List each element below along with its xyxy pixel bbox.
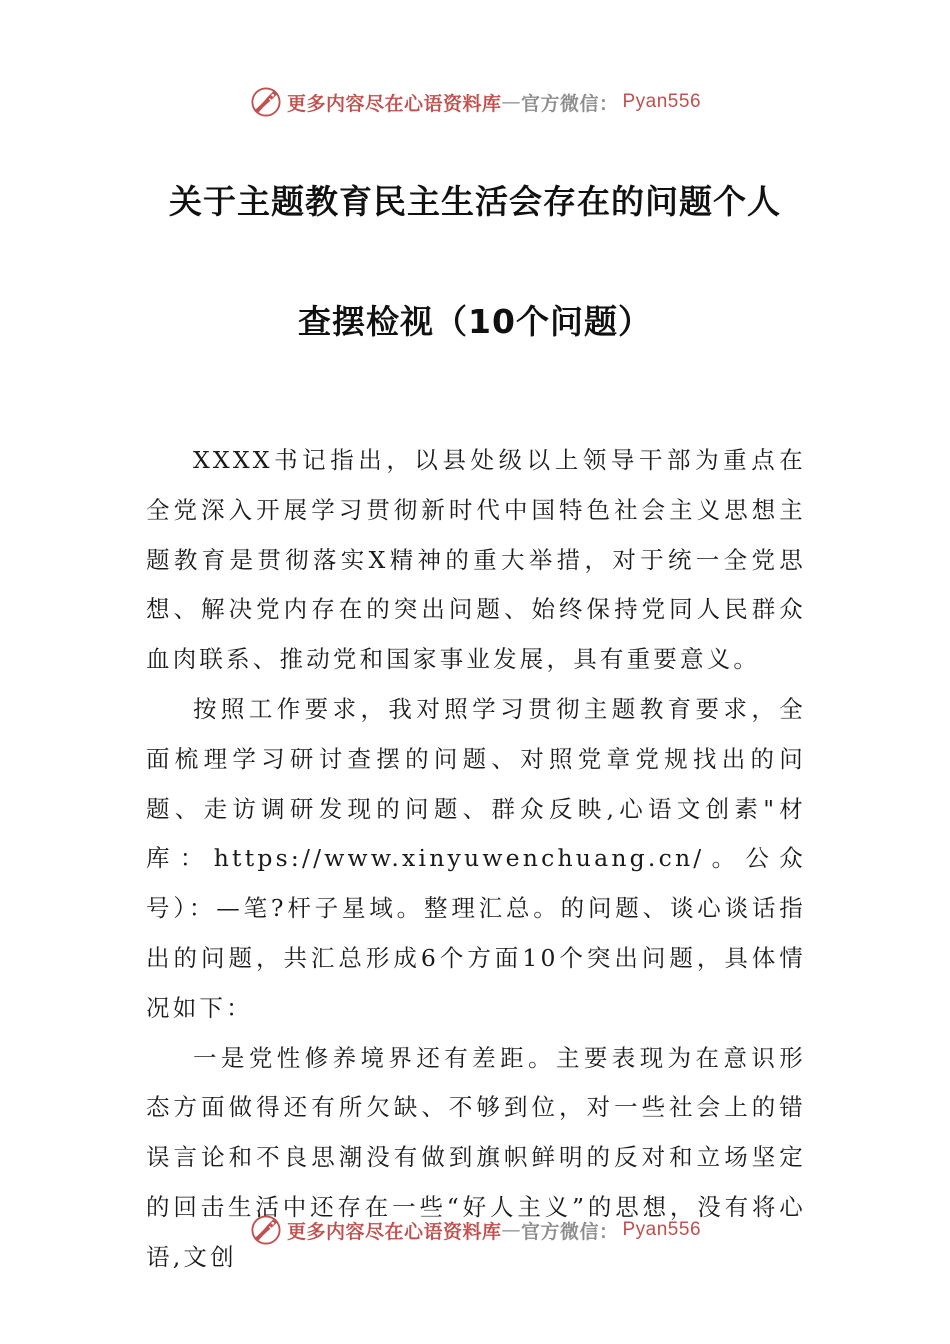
watermark-separator: —: [501, 91, 521, 113]
document-title-line-1: 关于主题教育民主生活会存在的问题个人: [169, 182, 781, 221]
watermark-wechat-id: Pyan556: [622, 91, 702, 112]
watermark-wechat-label: 官方微信：: [520, 92, 619, 115]
document-title-line-2: 查摆检视（10个问题）: [298, 302, 652, 341]
watermark-wechat-id: Pyan556: [622, 1219, 702, 1240]
watermark-site-text: 更多内容尽在心语资料库: [286, 92, 502, 115]
header-watermark-banner: [0, 80, 950, 124]
watermark-site-text: 更多内容尽在心语资料库: [286, 1220, 502, 1243]
watermark-separator: —: [501, 1219, 521, 1241]
body-paragraph: 一是党性修养境界还有差距。主要表现为在意识形态方面做得还有所欠缺、不够到位，对一些社会上的错误言论和不良思潮没有做到旗帜鲜明的反对和立场坚定的回击生活中还存在一些“好人主义”的思想，没有将心语,文创: [146, 1043, 806, 1271]
footer-watermark-banner: [0, 1208, 950, 1252]
watermark-wechat-label: 官方微信：: [520, 1220, 619, 1243]
document-body: [146, 436, 806, 1283]
pen-nib-logo-icon: [249, 85, 283, 119]
body-paragraph: XXXX书记指出，以县处级以上领导干部为重点在全党深入开展学习贯彻新时代中国特色社会主义思想主题教育是贯彻落实X精神的重大举措，对于统一全党思想、解决党内存在的突出问题、始终保持党同人民群众血肉联系、推动党和国家事业发展，具有重要意义。: [146, 446, 806, 674]
pen-nib-logo-icon: [249, 1213, 283, 1247]
body-paragraph: 按照工作要求，我对照学习贯彻主题教育要求，全面梳理学习研讨查摆的问题、对照党章党规找出的问题、走访调研发现的问题、群众反映,心语文创素"材库：https://www.xinyuwenchuang.cn/。公众号）：—笔?杆子星域。整理汇总。的问题、谈心谈话指出的问题，共汇总形成6个方面10个突出问题，具体情况如下：: [146, 694, 806, 1022]
